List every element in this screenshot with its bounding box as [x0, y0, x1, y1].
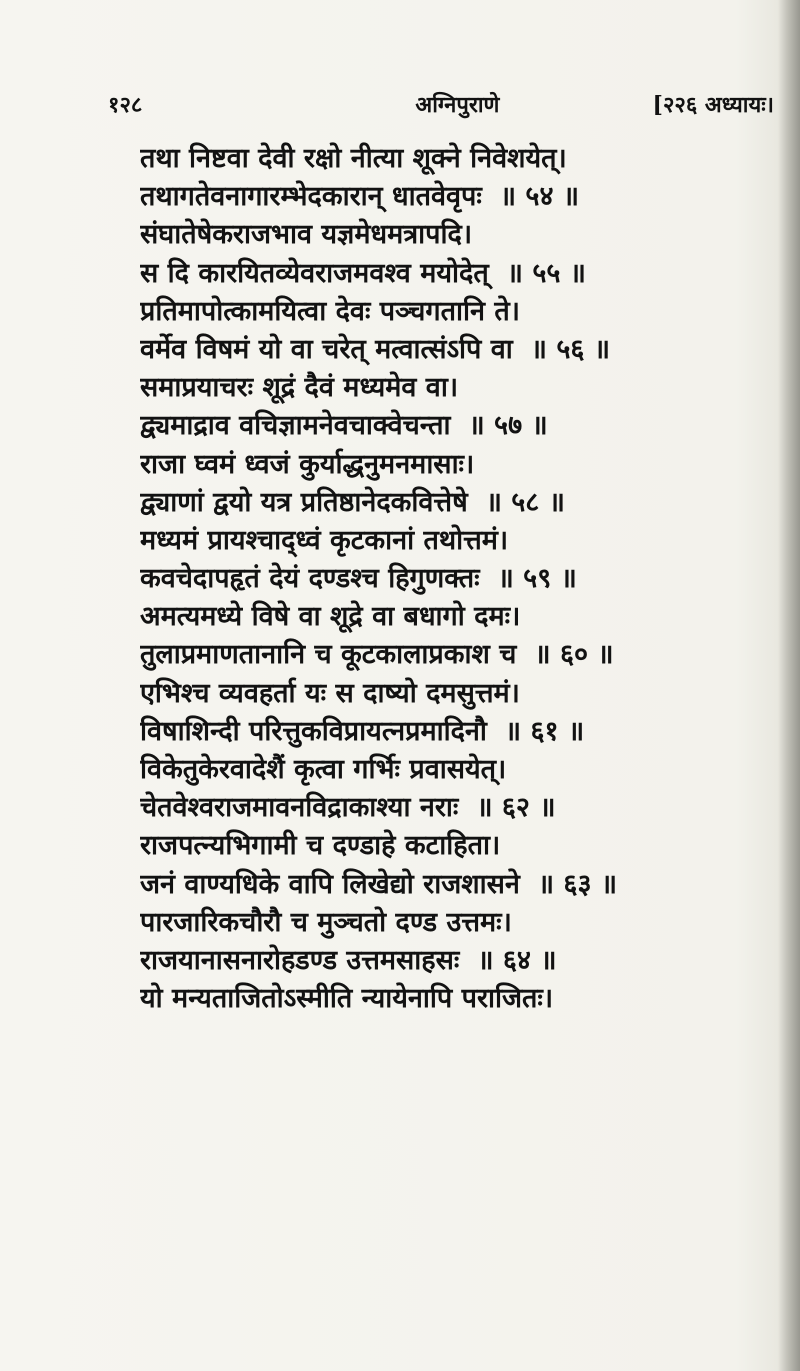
- verse-line: एभिश्च व्यवहर्ता यः स दाष्यो दमसुत्तमं।: [140, 677, 520, 709]
- verse-number: ॥ ६४ ॥: [477, 944, 557, 976]
- verse-line: द्व्याणां द्वयो यत्र प्रतिष्ठानेदकवित्तेषे ॥ ५८ ॥: [140, 486, 565, 518]
- verse-line: पारजारिकचौरौ च मुञ्चतो दण्ड उत्तमः।: [140, 906, 512, 938]
- running-title: अग्निपुराणे: [415, 92, 500, 118]
- verse-number: ॥ ५९ ॥: [497, 563, 577, 595]
- verse-number: ॥ ५७ ॥: [468, 410, 548, 442]
- verse-line: राजयानासनारोहडण्ड उत्तमसाहसः ॥ ६४ ॥: [140, 944, 557, 976]
- verse-number: ॥ ५६ ॥: [530, 333, 611, 365]
- verse-number: ॥ ५४ ॥: [499, 181, 580, 213]
- verse-line: चेतवेश्वराजमावनविद्राकाश्या नराः ॥ ६२ ॥: [140, 792, 556, 824]
- verse-number: ॥ ६३ ॥: [537, 868, 618, 900]
- verse-line: राजपत्न्यभिगामी च दण्डाहे कटाहिता।: [140, 830, 501, 862]
- verse-line: मध्यमं प्रायश्चाद्ध्वं कृटकानां तथोत्तमं।: [140, 524, 509, 556]
- verse-line: अमत्यमध्ये विषे वा शूद्रे वा बधागो दमः।: [140, 601, 521, 633]
- verse-line: राजा घ्वमं ध्वजं कुर्याद्धनुमनमासाः।: [140, 448, 475, 480]
- page-binding-shadow: [778, 0, 800, 1371]
- verse-number: ॥ ६२ ॥: [476, 792, 556, 824]
- page-number: १२८: [108, 92, 143, 118]
- verse-line: द्व्यमाद्राव वचिज्ञामनेवचाक्वेचन्ता ॥ ५७ ॥: [140, 410, 548, 442]
- verse-number: ॥ ५८ ॥: [485, 486, 565, 518]
- verse-number: ॥ ६१ ॥: [504, 715, 585, 747]
- page-header: [108, 86, 774, 122]
- verse-text: [140, 140, 750, 1018]
- verse-line: तुलाप्रमाणतानानि च कूटकालाप्रकाश च ॥ ६० ॥: [140, 639, 614, 671]
- verse-line: यो मन्यताजितोऽस्मीति न्यायेनापि पराजितः।: [140, 983, 554, 1015]
- verse-line: स दि कारयितव्येवराजमवश्व मयोदेत् ॥ ५५ ॥: [140, 257, 586, 289]
- verse-line: जनं वाण्यधिके वापि लिखेद्यो राजशासने ॥ ६३ ॥: [140, 868, 618, 900]
- verse-line: तथा निष्टवा देवी रक्षो नीत्या शूक्ने निवेशयेत्।: [140, 143, 567, 174]
- verse-line: वर्मेव विषमं यो वा चरेत् मत्वात्संऽपि वा ॥ ५६ ॥: [140, 333, 611, 365]
- verse-line: तथागतेवनागारम्भेदकारान् धातवेवृपः ॥ ५४ ॥: [140, 181, 580, 213]
- section-label: [२२६ अध्यायः।: [652, 92, 774, 118]
- verse-line: विकेतुकेरवादेशैं कृत्वा गर्भिः प्रवासयेत्।: [140, 754, 507, 785]
- verse-number: ॥ ६० ॥: [534, 639, 614, 671]
- verse-line: संघातेषेकराजभाव यज्ञमेधमत्रापदि।: [140, 219, 473, 251]
- verse-line: कवचेदापहृतं देयं दण्डश्च हिगुणक्तः ॥ ५९ ॥: [140, 563, 577, 595]
- verse-line: प्रतिमापोत्कामयित्वा देवः पञ्चगतानि ते।: [140, 295, 521, 327]
- verse-line: समाप्रयाचरः शूद्रं दैवं मध्यमेव वा।: [140, 372, 459, 404]
- verse-number: ॥ ५५ ॥: [506, 257, 586, 289]
- verse-line: विषाशिन्दी परित्तुकविप्रायत्नप्रमादिनौ ॥ ६१ ॥: [140, 715, 585, 747]
